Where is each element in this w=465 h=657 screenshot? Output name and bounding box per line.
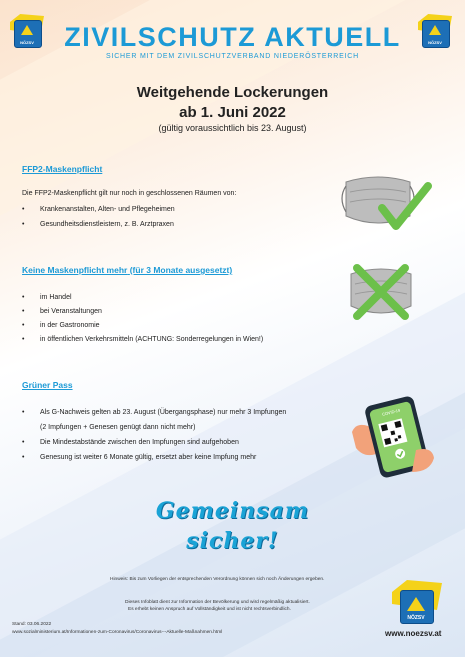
headline-validity: (gültig voraussichtlich bis 23. August) [158,123,307,133]
section-ffp2-intro: Die FFP2-Maskenpflicht gilt nur noch in geschlossenen Räumen von: [22,190,237,197]
footer-source-link[interactable]: www.sozialministerium.at/Informationen-zum-Coronavirus/Coronavirus---Aktuelle-Maßnahmen.html [12,630,223,635]
logo-text: NÖZSV [20,40,34,45]
mask-cross-icon [343,262,423,322]
section-ffp2-heading: FFP2-Maskenpflicht [22,164,103,174]
slogan-line2: sicher! [186,528,279,554]
page: NÖZSV NÖZSV ZIVILSCHUTZ AKTUELL SICHER MIT DEM ZIVILSCHUTZVERBAND NIEDERÖSTERREICH Weitgehende Lockerungen ab 1. Juni 2022 (gültig voraussichtlich bis 23. August) FFP2-Maskenpflicht Die FFP2-Maskenpflicht gilt nur noch in geschlossenen Räumen von: • Krankenanstalten, Alten- und Pflegeheimen • Gesundheitsdienstleistern, z. B. Arztpraxen Keine Maskenpflicht mehr (für 3 Monate ausgesetzt) • im Handel • bei Veranstaltungen • in der Gastronomie • in öffentlichen Verkehrsmitteln (ACHTUNG: Sonderregelungen in Wien!) Grüner Pass • Als G-Nachweis gelten ab 23. August (Übergangsphase) nur mehr 3 Impfungen (2 Impfungen + Genesen genügt dann nicht mehr) • Die Mindestabstände zwischen den Impfungen sind aufgehoben • Genesung ist weiter 6 Monate gültig, ersetzt aber keine Impfung mehr COVID-19 Gemeinsam sicher! Hinweis: Bis zum Vorliegen der entsprechenden Verordnung können sich noch Änderungen ergeben. Dieses Infoblatt dient zur Information der Bevölkerung und wird regelmäßig aktualisiert. Es erhebt keinen Anspruch auf Vollständigkeit und ist nicht rechtsverbindlich. Stand: 03.06.2022 www.sozialministerium.at/Informationen-zum-Coronavirus/Coronavirus---Aktuelle-Maßnahmen.html www.noezsv.at NÖZSV [0,0,465,657]
section-green-pass-heading: Grüner Pass [22,380,73,390]
logo-text: NÖZSV [407,615,425,621]
headline-line1: Weitgehende Lockerungen [136,84,329,101]
footer-date: Stand: 03.06.2022 [12,622,52,627]
website-link[interactable]: www.noezsv.at [385,629,442,638]
logo-text: NÖZSV [428,40,442,45]
header-title: ZIVILSCHUTZ AKTUELL [64,22,401,52]
phone-label: COVID-19 [381,407,401,417]
green-pass-phone-icon [350,392,440,480]
slogan-line1: Gemeinsam [155,498,310,524]
headline-line2: ab 1. Juni 2022 [179,104,286,121]
noezsv-logo-footer [392,580,442,624]
footer-disclaimer2: Es erhebt keinen Anspruch auf Vollständigkeit und ist nicht rechtsverbindlich. [128,607,291,612]
header-subtitle: SICHER MIT DEM ZIVILSCHUTZVERBAND NIEDERÖSTERREICH [105,53,359,60]
mask-check-icon [338,168,433,238]
footer-hint: Hinweis: Bis zum Vorliegen der entsprechenden Verordnung können sich noch Änderungen ergeben. [110,577,325,582]
footer-disclaimer1: Dieses Infoblatt dient zur Information der Bevölkerung und wird regelmäßig aktualisiert. [125,600,310,605]
section-no-mask-heading: Keine Maskenpflicht mehr (für 3 Monate ausgesetzt) [22,265,233,275]
